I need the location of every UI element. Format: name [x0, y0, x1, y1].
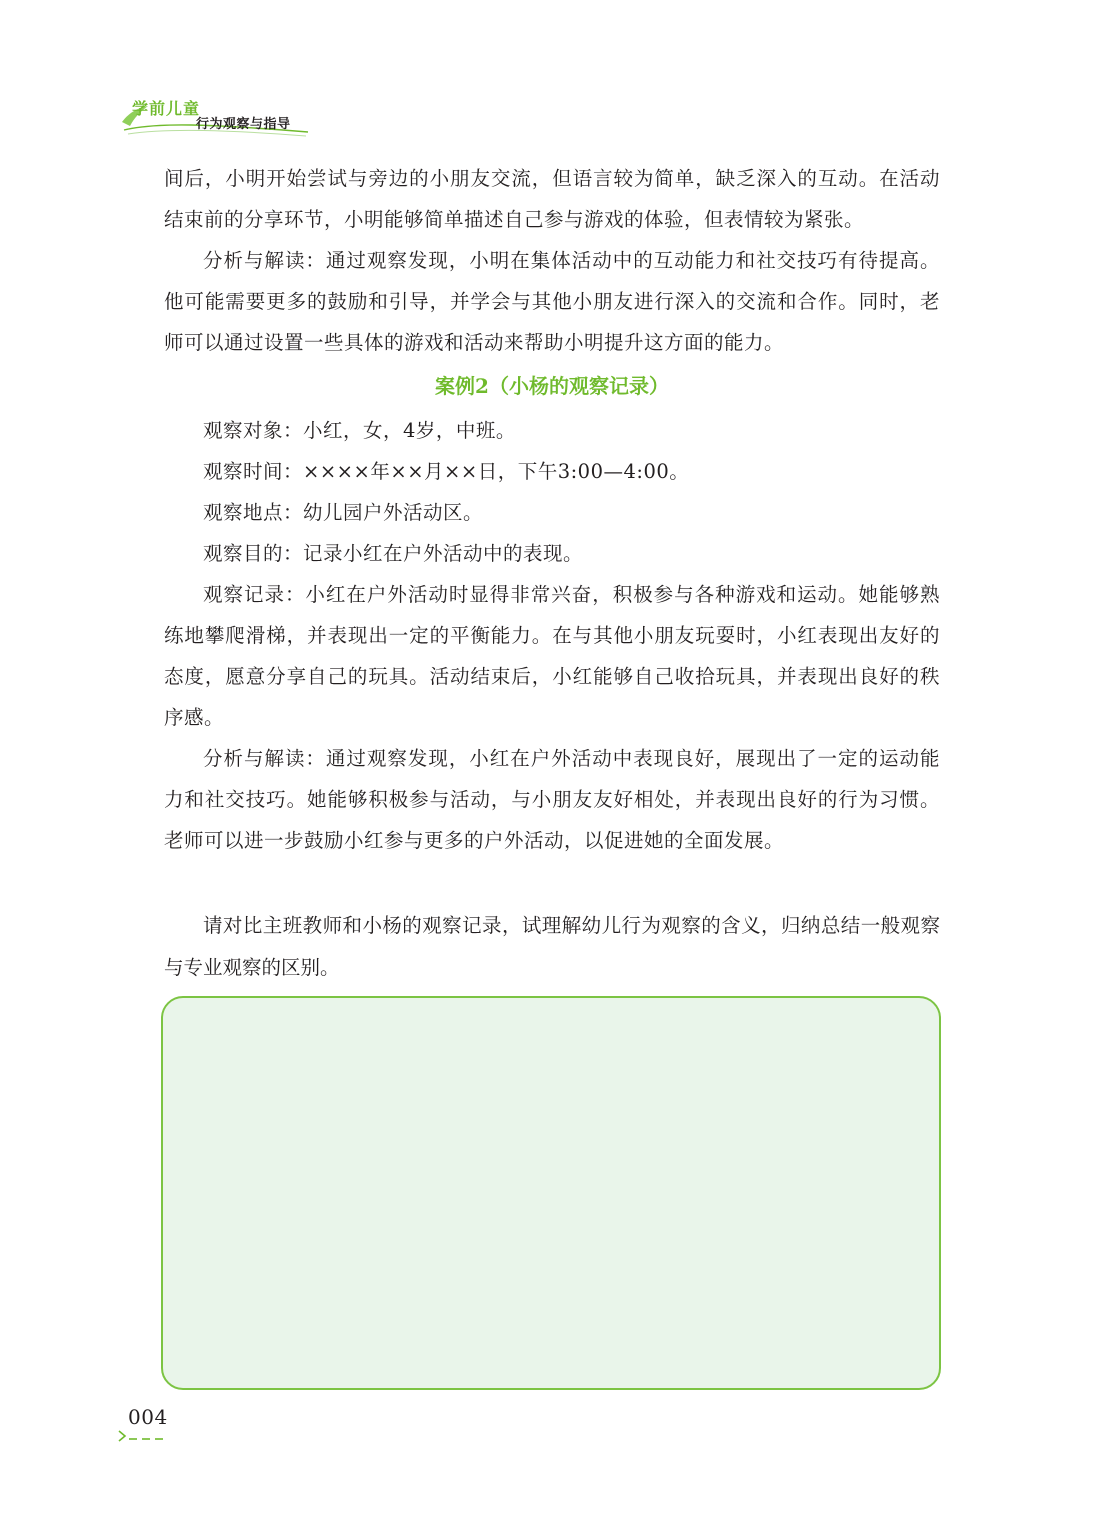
case2-time: 观察时间：××××年××月××日，下午3:00—4:00。	[203, 460, 690, 483]
page-number: 004	[128, 1405, 168, 1429]
running-header	[118, 92, 318, 144]
answer-box[interactable]	[161, 996, 941, 1390]
page-number-arrow-icon	[117, 1428, 167, 1442]
case2-purpose: 观察目的：记录小红在户外活动中的表现。	[203, 542, 584, 565]
main-content	[164, 158, 940, 861]
question-text: 请对比主班教师和小杨的观察记录，试理解幼儿行为观察的含义，归纳总结一般观察与专业观察的区别。	[164, 914, 940, 979]
paragraph-analysis-1: 分析与解读：通过观察发现，小明在集体活动中的互动能力和社交技巧有待提高。他可能需要更多的鼓励和引导，并学会与其他小朋友进行深入的交流和合作。同时，老师可以通过设置一些具体的游戏和活动来帮助小明提升这方面的能力。	[164, 249, 940, 354]
case2-title: 案例2（小杨的观察记录）	[435, 374, 669, 398]
case2-analysis: 分析与解读：通过观察发现，小红在户外活动中表现良好，展现出了一定的运动能力和社交技巧。她能够积极参与活动，与小朋友友好相处，并表现出良好的行为习惯。老师可以进一步鼓励小红参与更多的户外活动，以促进她的全面发展。	[164, 747, 940, 852]
exercise-question	[164, 905, 940, 989]
header-title-line2: 行为观察与指导	[196, 117, 291, 132]
case2-location: 观察地点：幼儿园户外活动区。	[203, 501, 484, 524]
case2-record: 观察记录：小红在户外活动时显得非常兴奋，积极参与各种游戏和运动。她能够熟练地攀爬滑梯，并表现出一定的平衡能力。在与其他小朋友玩耍时，小红表现出友好的态度，愿意分享自己的玩具。活动结束后，小红能够自己收拾玩具，并表现出良好的秩序感。	[164, 583, 940, 729]
header-title-line1: 学前儿童	[132, 99, 201, 118]
case2-subject: 观察对象：小红，女，4岁，中班。	[203, 419, 516, 442]
paragraph-continuation: 间后，小明开始尝试与旁边的小朋友交流，但语言较为简单，缺乏深入的互动。在活动结束前的分享环节，小明能够简单描述自己参与游戏的体验，但表情较为紧张。	[164, 167, 940, 231]
